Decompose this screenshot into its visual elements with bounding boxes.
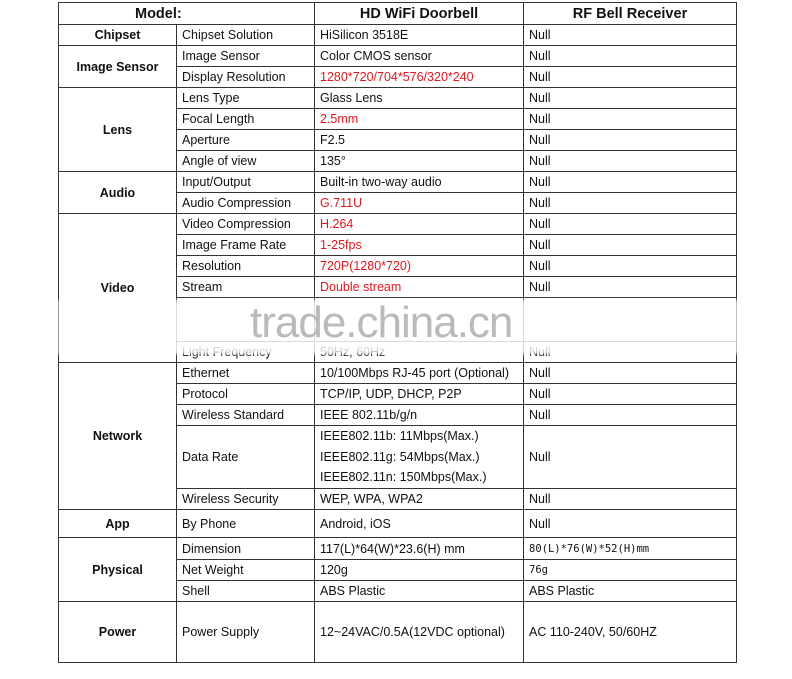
- row-value-doorbell: TCP/IP, UDP, DHCP, P2P: [315, 384, 524, 405]
- row-value-receiver: Null: [524, 510, 737, 538]
- table-row: [59, 510, 737, 538]
- row-label: Net Weight: [177, 560, 315, 581]
- row-label: Ethernet: [177, 363, 315, 384]
- group-lens: Lens: [59, 88, 177, 172]
- row-value-doorbell: Double stream: [315, 277, 524, 298]
- row-value-receiver: Null: [524, 109, 737, 130]
- table-row: [59, 172, 737, 193]
- table-row: [59, 46, 737, 67]
- row-value-doorbell: 1-25fps: [315, 235, 524, 256]
- row-label: Shell: [177, 581, 315, 602]
- row-value-receiver: Null: [524, 256, 737, 277]
- row-label: Aperture: [177, 130, 315, 151]
- group-app: App: [59, 510, 177, 538]
- row-value-doorbell: H.264: [315, 214, 524, 235]
- header-row: [59, 3, 737, 25]
- row-value-doorbell: HiSilicon 3518E: [315, 25, 524, 46]
- row-label: Lens Type: [177, 88, 315, 109]
- data-rate-line: IEEE802.11b: 11Mbps(Max.): [320, 429, 479, 444]
- row-value-receiver: Null: [524, 426, 737, 489]
- row-label: Audio Compression: [177, 193, 315, 214]
- row-value-receiver: Null: [524, 489, 737, 510]
- row-label: Wireless Security: [177, 489, 315, 510]
- row-value-receiver: Null: [524, 214, 737, 235]
- row-label: By Phone: [177, 510, 315, 538]
- row-label: Resolution: [177, 256, 315, 277]
- row-value-receiver: ABS Plastic: [524, 581, 737, 602]
- row-label: Focal Length: [177, 109, 315, 130]
- row-value-receiver: Null: [524, 193, 737, 214]
- row-value-receiver: Null: [524, 151, 737, 172]
- row-value-doorbell: Color CMOS sensor: [315, 46, 524, 67]
- row-value-receiver: AC 110-240V, 50/60HZ: [524, 602, 737, 663]
- header-model: Model:: [59, 3, 315, 25]
- group-audio: Audio: [59, 172, 177, 214]
- row-value-doorbell: [315, 426, 524, 489]
- row-value-doorbell: 120g: [315, 560, 524, 581]
- row-value-doorbell: 117(L)*64(W)*23.6(H) mm: [315, 538, 524, 560]
- row-value-doorbell: 10/100Mbps RJ-45 port (Optional): [315, 363, 524, 384]
- row-label: Chipset Solution: [177, 25, 315, 46]
- row-label: Video Compression: [177, 214, 315, 235]
- group-network: Network: [59, 363, 177, 510]
- group-video: Video: [59, 214, 177, 363]
- table-row: [59, 602, 737, 663]
- row-value-receiver: Null: [524, 46, 737, 67]
- row-value-receiver: 76g: [524, 560, 737, 581]
- row-label: Input/Output: [177, 172, 315, 193]
- row-value-receiver: Null: [524, 277, 737, 298]
- row-label: Protocol: [177, 384, 315, 405]
- table-row: [59, 88, 737, 109]
- row-label: Stream: [177, 277, 315, 298]
- row-label: Image Sensor: [177, 46, 315, 67]
- group-chipset: Chipset: [59, 25, 177, 46]
- header-receiver: RF Bell Receiver: [524, 3, 737, 25]
- row-value-doorbell: G.711U: [315, 193, 524, 214]
- row-value-doorbell: 135°: [315, 151, 524, 172]
- row-value-doorbell: IEEE 802.11b/g/n: [315, 405, 524, 426]
- row-label: Display Resolution: [177, 67, 315, 88]
- row-value-receiver: Null: [524, 235, 737, 256]
- row-value-doorbell: 2.5mm: [315, 109, 524, 130]
- row-value-doorbell: Android, iOS: [315, 510, 524, 538]
- row-value-receiver: Null: [524, 405, 737, 426]
- row-label: Power Supply: [177, 602, 315, 663]
- row-value-doorbell: 12~24VAC/0.5A(12VDC optional): [315, 602, 524, 663]
- row-value-receiver: Null: [524, 172, 737, 193]
- group-physical: Physical: [59, 538, 177, 602]
- row-value-doorbell: Built-in two-way audio: [315, 172, 524, 193]
- data-rate-line: IEEE802.11g: 54Mbps(Max.): [320, 449, 480, 464]
- data-rate-line: IEEE802.11n: 150Mbps(Max.): [320, 470, 487, 485]
- row-value-doorbell: ABS Plastic: [315, 581, 524, 602]
- header-doorbell: HD WiFi Doorbell: [315, 3, 524, 25]
- row-value-receiver: Null: [524, 88, 737, 109]
- row-value-receiver: Null: [524, 384, 737, 405]
- row-label: Dimension: [177, 538, 315, 560]
- table-row: [59, 214, 737, 235]
- row-value-receiver: Null: [524, 25, 737, 46]
- row-value-doorbell: Glass Lens: [315, 88, 524, 109]
- row-value-receiver: Null: [524, 363, 737, 384]
- row-value-doorbell: 720P(1280*720): [315, 256, 524, 277]
- row-value-receiver: Null: [524, 67, 737, 88]
- watermark: trade.china.cn: [250, 298, 513, 347]
- row-value-doorbell: WEP, WPA, WPA2: [315, 489, 524, 510]
- row-label: Image Frame Rate: [177, 235, 315, 256]
- row-value-doorbell: 1280*720/704*576/320*240: [315, 67, 524, 88]
- row-value-doorbell: F2.5: [315, 130, 524, 151]
- table-row: [59, 363, 737, 384]
- row-label: Wireless Standard: [177, 405, 315, 426]
- table-row: [59, 538, 737, 560]
- row-value-receiver: Null: [524, 130, 737, 151]
- row-label: Angle of view: [177, 151, 315, 172]
- row-value-receiver: 80(L)*76(W)*52(H)mm: [524, 538, 737, 560]
- table-row: [59, 25, 737, 46]
- row-label: Data Rate: [177, 426, 315, 489]
- group-image-sensor: Image Sensor: [59, 46, 177, 88]
- group-power: Power: [59, 602, 177, 663]
